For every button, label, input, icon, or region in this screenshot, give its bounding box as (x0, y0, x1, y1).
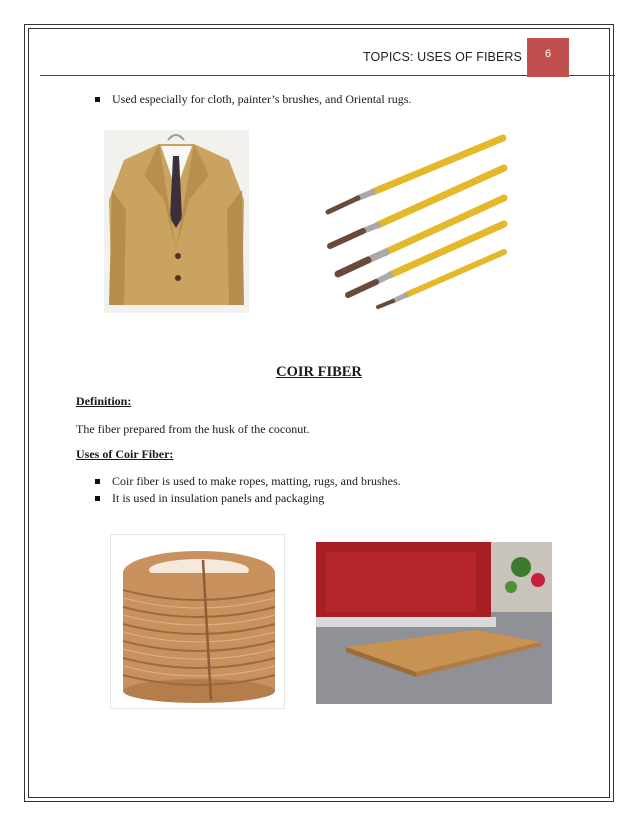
bullet-icon (95, 97, 100, 102)
page-number-badge: 6 (527, 38, 569, 77)
rope-image (110, 534, 285, 709)
bullet-icon (95, 479, 100, 484)
section-title (0, 364, 638, 381)
definition-text: The fiber prepared from the husk of the coconut. (76, 422, 310, 436)
header-title: TOPICS: USES OF FIBERS (363, 50, 522, 64)
bullet-icon (95, 496, 100, 501)
uses-heading: Uses of Coir Fiber: (76, 447, 174, 461)
uses-bullet-text: It is used in insulation panels and packaging (112, 491, 325, 505)
intro-bullet (95, 92, 411, 107)
definition-heading: Definition: (76, 394, 132, 408)
intro-bullet-text: Used especially for cloth, painter’s brushes, and Oriental rugs. (112, 92, 412, 106)
uses-bullet (95, 474, 401, 489)
section-title-text: COIR FIBER (276, 364, 362, 380)
jacket-image (104, 130, 249, 313)
uses-bullet (95, 491, 324, 506)
doormat-image (316, 542, 552, 704)
uses-bullet-text: Coir fiber is used to make ropes, matting, rugs, and brushes. (112, 474, 401, 488)
brushes-image (318, 130, 508, 312)
